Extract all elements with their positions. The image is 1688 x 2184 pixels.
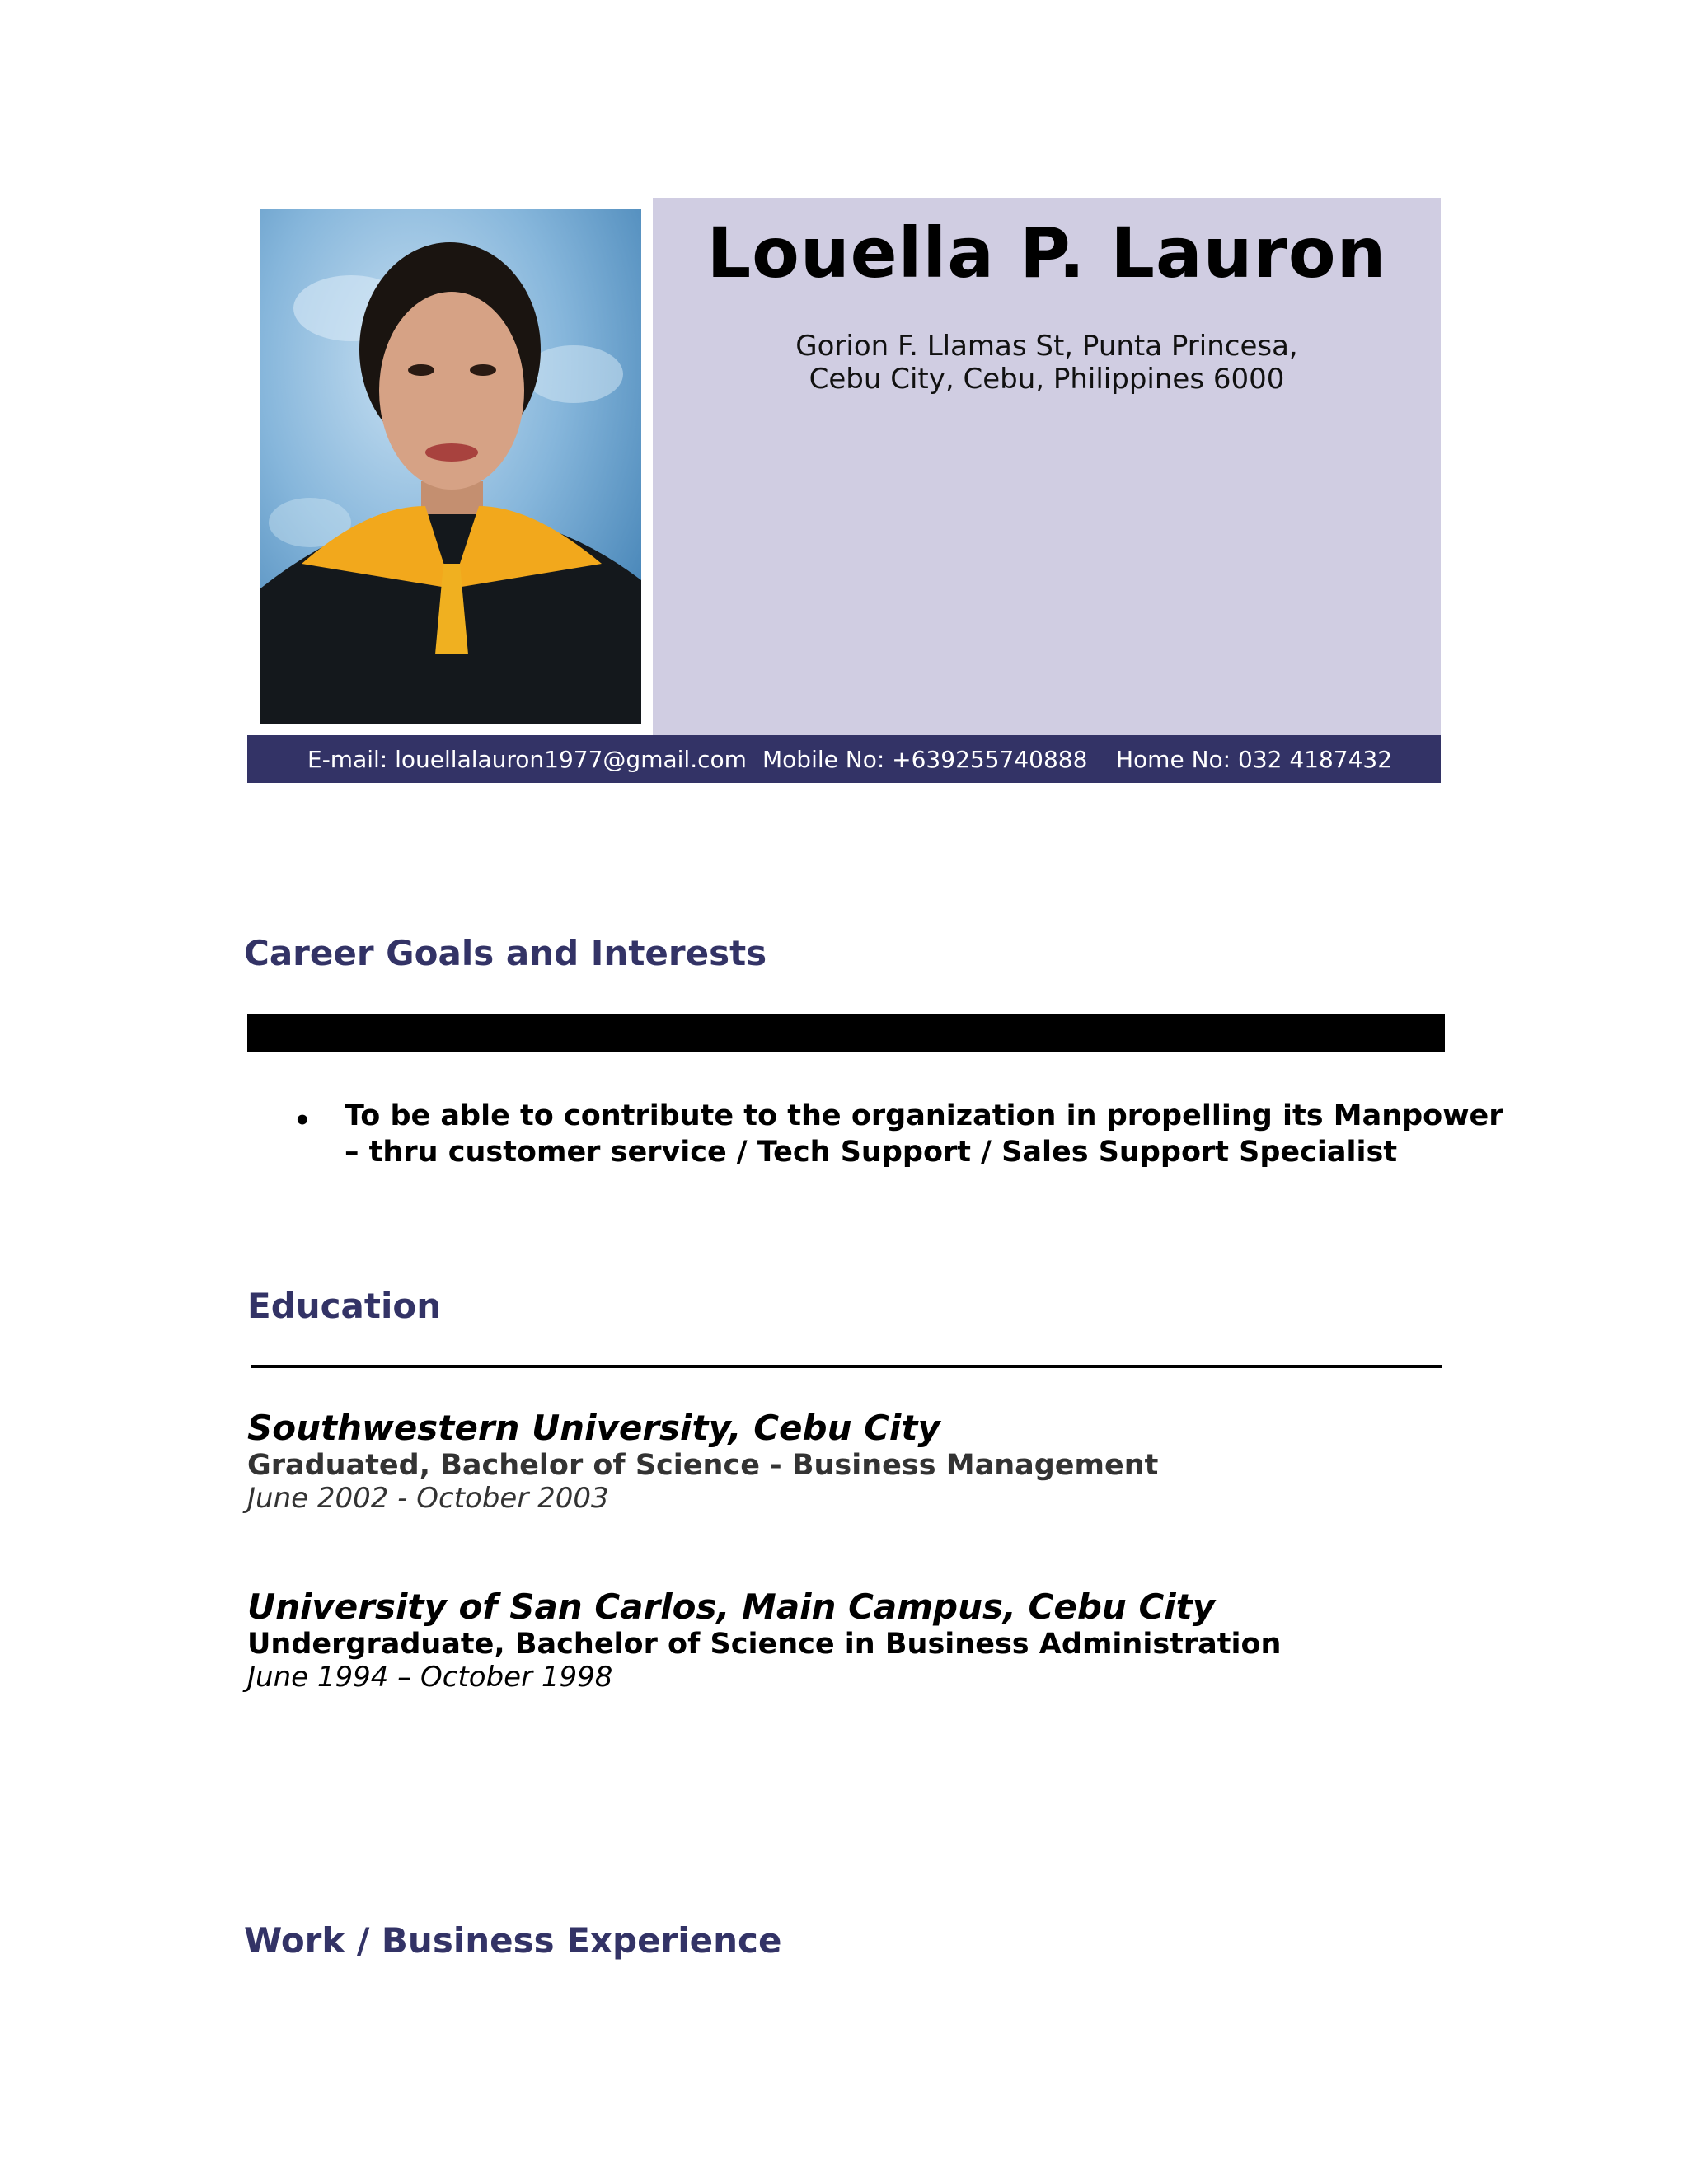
career-section-title: Career Goals and Interests <box>244 933 767 973</box>
email-contact: E-mail: louellalauron1977@gmail.com <box>307 745 747 773</box>
career-goal-line-1: To be able to contribute to the organization in propelling its Manpower <box>345 1099 1503 1132</box>
home-contact: Home No: 032 4187432 <box>1116 745 1393 773</box>
education-school: Southwestern University, Cebu City <box>247 1408 940 1448</box>
profile-photo-frame <box>247 198 653 735</box>
career-goal-line-2: – thru customer service / Tech Support / Sales Support Specialist <box>345 1136 1398 1169</box>
address-line-1: Gorion F. Llamas St, Punta Princesa, <box>795 330 1298 363</box>
education-dates: June 1994 – October 1998 <box>247 1661 613 1694</box>
section-divider-bar <box>247 1014 1445 1052</box>
candidate-name: Louella P. Lauron <box>706 213 1387 293</box>
profile-photo <box>260 209 641 724</box>
bullet-icon: • <box>293 1104 312 1137</box>
address-line-2: Cebu City, Cebu, Philippines 6000 <box>809 363 1285 396</box>
work-section-title: Work / Business Experience <box>244 1920 782 1961</box>
portrait-illustration <box>260 209 641 724</box>
name-panel <box>653 198 1441 735</box>
education-degree: Graduated, Bachelor of Science - Business Management <box>247 1449 1159 1482</box>
education-section-title: Education <box>247 1286 442 1326</box>
resume-header <box>247 198 1441 783</box>
education-degree: Undergraduate, Bachelor of Science in Business Administration <box>247 1628 1282 1661</box>
education-dates: June 2002 - October 2003 <box>247 1482 609 1515</box>
education-school: University of San Carlos, Main Campus, Cebu City <box>247 1586 1216 1627</box>
education-divider <box>251 1365 1442 1368</box>
contact-bar <box>247 735 1441 783</box>
mobile-contact: Mobile No: +639255740888 <box>762 745 1088 773</box>
